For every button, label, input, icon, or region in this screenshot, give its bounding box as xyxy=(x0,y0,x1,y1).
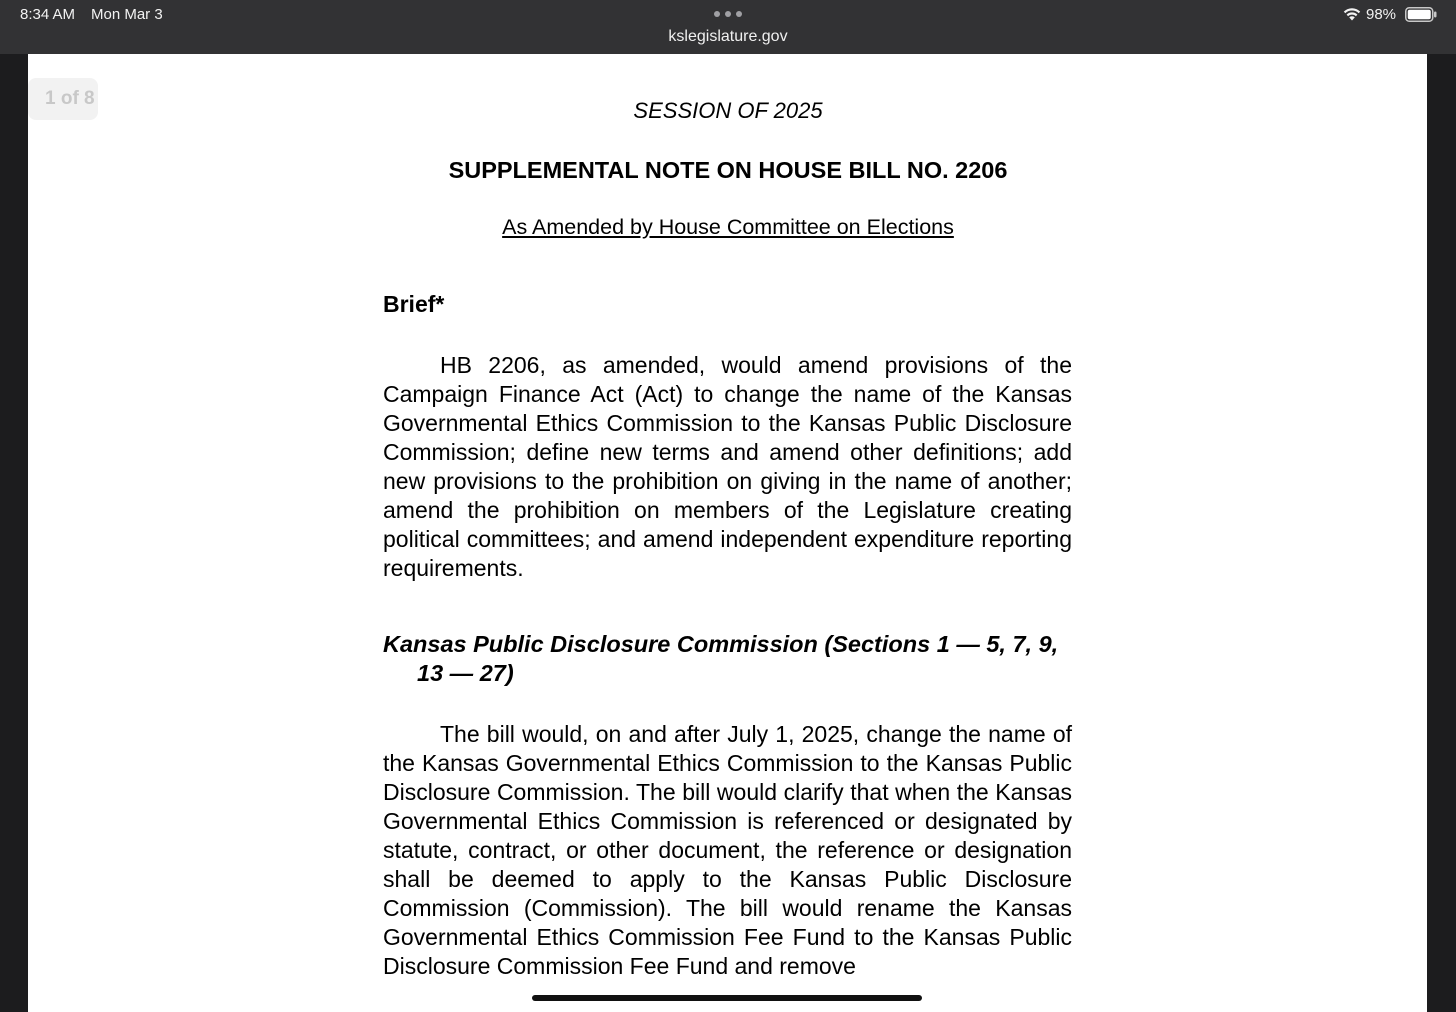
home-indicator[interactable] xyxy=(532,995,922,1001)
battery-icon xyxy=(1405,7,1437,22)
more-dots-icon[interactable] xyxy=(714,11,742,17)
battery-percentage: 98% xyxy=(1366,6,1397,23)
address-url[interactable]: kslegislature.gov xyxy=(668,28,788,45)
section-paragraph: The bill would, on and after July 1, 2025, change the name of the Kansas Governmental Ethics Commission to the Kansas Public Disclosure Commission. The bill would clarify that when the Kansas Governmental Ethics Commission is referenced or designated by statute, contract, or other document, the reference or designation shall be deemed to apply to the Kansas Public Disclosure Commission (Commission). The bill would rename the Kansas Governmental Ethics Commission Fee Fund to the Kansas Public Disclosure Commission Fee Fund and remove xyxy=(383,721,1072,979)
brief-heading: Brief* xyxy=(383,291,445,317)
status-date: Mon Mar 3 xyxy=(91,6,163,23)
status-time: 8:34 AM xyxy=(20,6,76,23)
status-bar xyxy=(0,0,1456,54)
section-heading: Kansas Public Disclosure Commission (Sections 1 — 5, 7, 9, 13 — 27) xyxy=(383,631,1059,686)
document-page[interactable] xyxy=(28,54,1427,1012)
document-title: SUPPLEMENTAL NOTE ON HOUSE BILL NO. 2206 xyxy=(448,157,1008,183)
wifi-icon xyxy=(1342,6,1362,22)
pdf-viewer[interactable] xyxy=(0,54,1456,1012)
brief-paragraph: HB 2206, as amended, would amend provisions of the Campaign Finance Act (Act) to change the name of the Kansas Governmental Ethics Commission to the Kansas Public Disclosure Commission; define new terms and amend other definitions; add new provisions to the prohibition on giving in the name of another; amend the prohibition on members of the Legislature creating political committees; and amend independent expenditure reporting requirements. xyxy=(383,352,1072,581)
page-indicator: 1 of 8 xyxy=(28,78,98,120)
session-label: SESSION OF 2025 xyxy=(633,98,823,123)
document-subtitle: As Amended by House Committee on Elections xyxy=(502,215,954,239)
